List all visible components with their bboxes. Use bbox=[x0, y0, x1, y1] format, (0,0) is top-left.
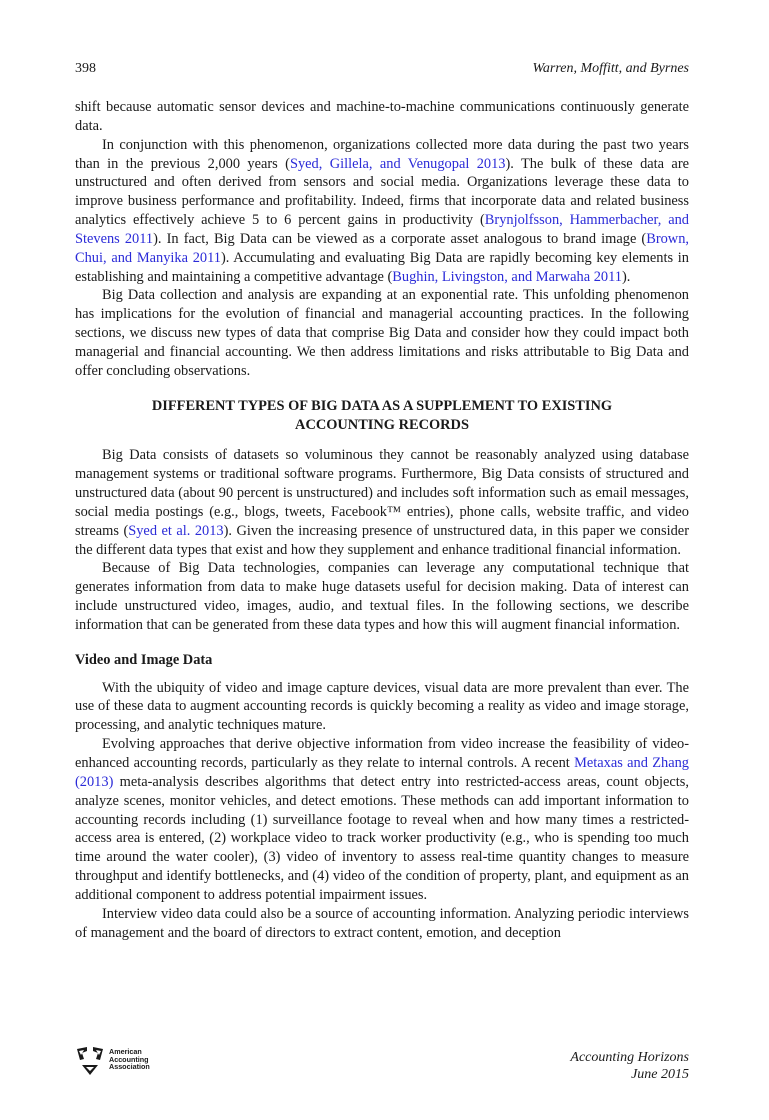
paragraph bbox=[75, 735, 689, 905]
citation-link[interactable]: Brown, Chui, and Manyika 2011 bbox=[75, 230, 689, 266]
text-run: ). Given the increasing presence of unstructured data, in this paper we consider the different data types that exist and how they supplement and enhance traditional financial information. bbox=[75, 522, 689, 558]
publisher-name-line: Association bbox=[109, 1062, 150, 1072]
citation-link[interactable]: Syed et al. 2013 bbox=[128, 522, 224, 539]
aaa-logo-icon bbox=[75, 1045, 105, 1077]
paragraph: With the ubiquity of video and image capture devices, visual data are more prevalent than ever. The use of these data to augment accounting records is quickly becoming a reality as video and image storage, processing, and analytic techniques mature. bbox=[75, 679, 689, 734]
publisher-name-line: American bbox=[109, 1047, 142, 1056]
paragraph: Interview video data could also be a source of accounting information. Analyzing periodic interviews of management and the board of directors to extract content, emotion, and deception bbox=[75, 905, 689, 941]
paragraph: Big Data collection and analysis are expanding at an exponential rate. This unfolding phenomenon has implications for the evolution of financial and managerial accounting practices. In the following sections, we discuss new types of data that comprise Big Data and consider how they could impact both managerial and financial accounting. We then address limitations and risks attributable to Big Data and offer concluding observations. bbox=[75, 287, 689, 379]
publisher-logo bbox=[75, 1045, 150, 1077]
section-heading: DIFFERENT TYPES OF BIG DATA AS A SUPPLEMENT TO EXISTING ACCOUNTING RECORDS bbox=[151, 397, 613, 433]
citation-link[interactable]: Metaxas and Zhang (2013) bbox=[75, 755, 689, 790]
text-run: In conjunction with this phenomenon, organizations collected more data during the past two years than in the previous 2,000 years ( bbox=[75, 136, 689, 172]
paragraph bbox=[75, 446, 689, 559]
journal-name: Accounting Horizons bbox=[570, 1050, 689, 1065]
text-run: ). In fact, Big Data can be viewed as a corporate asset analogous to brand image ( bbox=[153, 230, 647, 247]
citation-link[interactable]: Syed, Gillela, and Venugopal 2013 bbox=[289, 155, 506, 172]
paragraph: Because of Big Data technologies, companies can leverage any computational technique that generates information from data to make huge datasets useful for decision making. Data of interest can include unstructured video, images, audio, and textual files. In the following sections, we describe information that can be generated from these data types and how this will augment financial information. bbox=[75, 560, 689, 633]
text-run: ). bbox=[622, 268, 631, 285]
running-head bbox=[75, 61, 689, 81]
article-body bbox=[75, 98, 689, 942]
text-run: ). The bulk of these data are unstructured and often derived from sensors and social media. Organizations leverage these data to improve business performance and profitability. Indeed, firms that incorporate data and related business analytics effectively achieve 5 to 6 percent gains in productivity ( bbox=[75, 155, 689, 229]
running-head-authors: Warren, Moffitt, and Byrnes bbox=[532, 61, 689, 76]
citation-link[interactable]: Bughin, Livingston, and Marwaha 2011 bbox=[392, 268, 622, 285]
paragraph-continued: shift because automatic sensor devices and machine-to-machine communications continuously generate data. bbox=[75, 99, 689, 134]
paragraph bbox=[75, 136, 689, 287]
subsection-heading: Video and Image Data bbox=[75, 651, 213, 668]
page-number: 398 bbox=[75, 61, 96, 76]
journal-info bbox=[570, 1049, 689, 1083]
text-run: Big Data consists of datasets so voluminous they cannot be reasonably analyzed using database management systems or traditional software programs. Furthermore, Big Data consists of structured and unstructured data (about 90 percent is unstructured) and includes soft information such as email messages, social media postings (e.g., blogs, tweets, Facebook™ entries), phone calls, website traffic, and video streams ( bbox=[75, 447, 689, 539]
text-run: Evolving approaches that derive objective information from video increase the feasibility of video-enhanced accounting records, particularly as they relate to internal controls. A recent bbox=[75, 736, 689, 771]
publisher-name-line: Accounting bbox=[109, 1054, 149, 1064]
citation-link[interactable]: Brynjolfsson, Hammerbacher, and Stevens 2011 bbox=[75, 212, 690, 247]
text-run: meta-analysis describes algorithms that detect entry into restricted-access areas, count objects, analyze scenes, monitor vehicles, and detect emotions. These methods can add important information to accounting records including (1) surveillance footage to reveal when and how many times a restricted-access area is entered, (2) workplace video to track worker productivity (e.g., who is spending too much time around the water cooler), (3) video of inventory to assess real-time quantity changes to measure throughput and identify bottlenecks, and (4) video of the condition of property, plant, and equipment as an additional component to address potential impairment issues. bbox=[75, 773, 689, 903]
page-footer bbox=[75, 1045, 689, 1090]
issue-date: June 2015 bbox=[631, 1067, 689, 1082]
publisher-name bbox=[109, 1048, 150, 1071]
text-run: ). Accumulating and evaluating Big Data are rapidly becoming key elements in establishing and maintaining a competitive advantage ( bbox=[75, 249, 690, 285]
